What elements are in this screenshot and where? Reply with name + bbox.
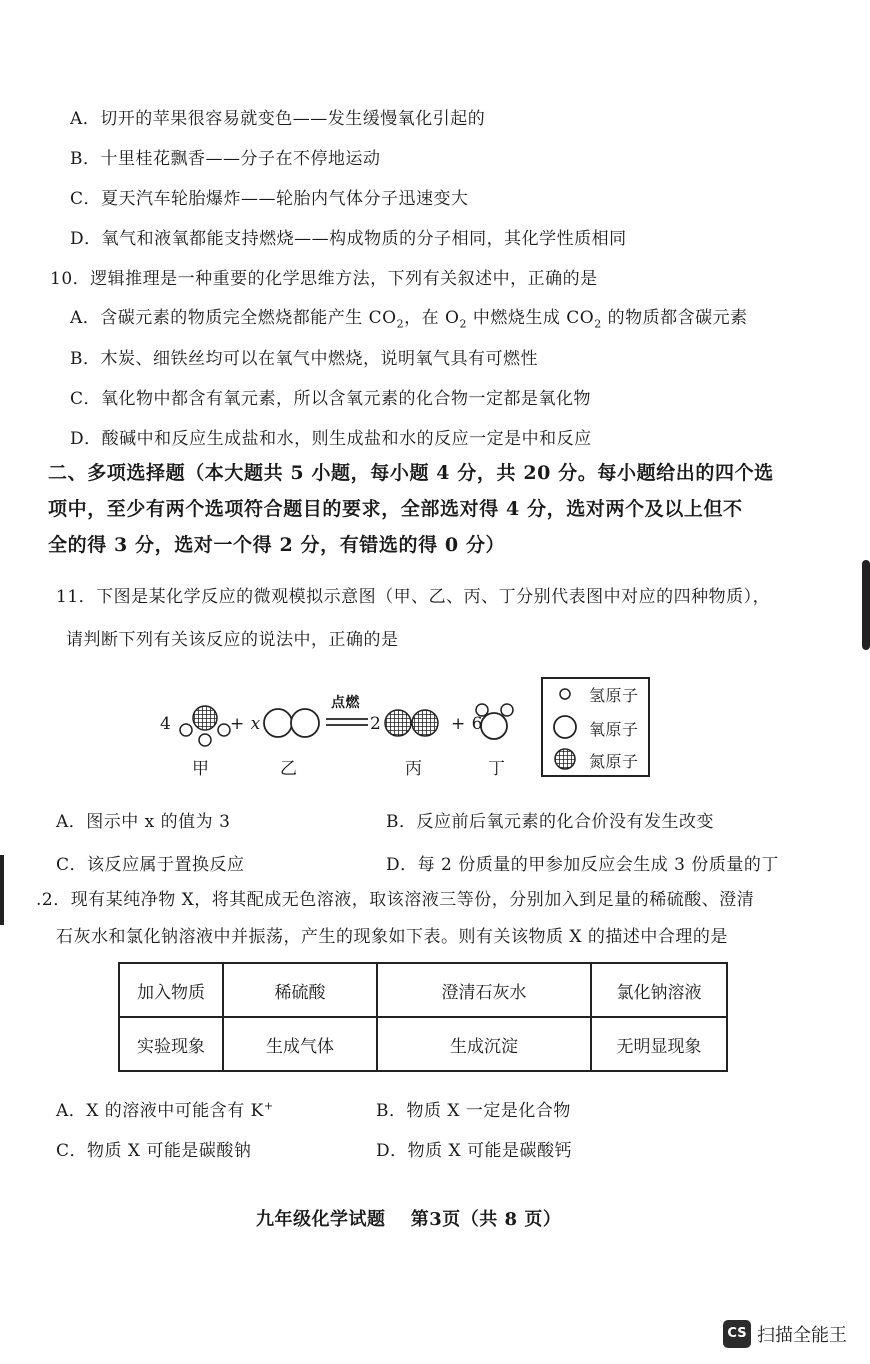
- molecule-yi-icon: [264, 709, 319, 737]
- q9-option-d: D．氧气和液氧都能支持燃烧——构成物质的分子相同，其化学性质相同: [70, 229, 627, 249]
- q9-option-c: C．夏天汽车轮胎爆炸——轮胎内气体分子迅速变大: [70, 189, 469, 209]
- q10-stem: 10．逻辑推理是一种重要的化学思维方法，下列有关叙述中，正确的是: [50, 269, 598, 289]
- table-cell: 生成沉淀: [377, 1017, 591, 1071]
- molecule-jia-icon: [180, 706, 230, 746]
- label-yi: 乙: [280, 759, 298, 779]
- legend-oxygen: 氧原子: [589, 720, 639, 739]
- q12-option-a: A．X 的溶液中可能含有 K+: [56, 1099, 274, 1121]
- table-row: [119, 1017, 727, 1071]
- q11-option-c: C．该反应属于置换反应: [56, 855, 245, 875]
- coef-jia: 4: [160, 714, 172, 734]
- section2-line2: 项中，至少有两个选项符合题目的要求，全部选对得 4 分，选对两个及以上但不: [48, 498, 743, 520]
- page-footer: 九年级化学试题 第3页（共 8 页）: [256, 1209, 562, 1230]
- plus-x: + x: [230, 714, 261, 734]
- plus-6: + 6: [451, 714, 483, 734]
- molecule-bing-icon: [385, 710, 438, 736]
- q12-option-d: D．物质 X 可能是碳酸钙: [376, 1141, 573, 1161]
- coef-bing: 2: [370, 714, 382, 734]
- scan-edge-mark: [0, 855, 4, 925]
- label-bing: 丙: [405, 759, 423, 779]
- table-cell: 无明显现象: [591, 1017, 727, 1071]
- q10-option-d: D．酸碱中和反应生成盐和水，则生成盐和水的反应一定是中和反应: [70, 429, 592, 449]
- legend-hydrogen: 氢原子: [589, 686, 639, 705]
- section2-line1: 二、多项选择题（本大题共 5 小题，每小题 4 分，共 20 分。每小题给出的四个选: [48, 462, 774, 484]
- label-ding: 丁: [488, 759, 506, 779]
- legend-nitrogen: 氮原子: [589, 752, 639, 771]
- hydrogen-atom-icon: [560, 689, 570, 699]
- table-cell: 氯化钠溶液: [591, 963, 727, 1017]
- q10-option-c: C．氧化物中都含有氧元素，所以含氧元素的化合物一定都是氧化物: [70, 389, 592, 409]
- q11-stem-line2: 请判断下列有关该反应的说法中，正确的是: [66, 630, 399, 650]
- table-cell: 加入物质: [119, 963, 223, 1017]
- q10-option-b: B．木炭、细铁丝均可以在氧气中燃烧，说明氧气具有可燃性: [70, 349, 538, 369]
- q12-option-b: B．物质 X 一定是化合物: [376, 1101, 571, 1121]
- q11-option-b: B．反应前后氧元素的化合价没有发生改变: [386, 812, 714, 832]
- table-row: [119, 963, 727, 1017]
- q11-option-a: A．图示中 x 的值为 3: [56, 812, 231, 832]
- diagram-legend: [541, 677, 650, 777]
- nitrogen-atom-icon: [555, 749, 575, 769]
- q12-stem-line1: .2．现有某纯净物 X，将其配成无色溶液，取该溶液三等份，分别加入到足量的稀硫酸、澄清: [36, 890, 755, 910]
- q12-option-c: C．物质 X 可能是碳酸钠: [56, 1141, 252, 1161]
- table-cell: 澄清石灰水: [377, 963, 591, 1017]
- table-cell: 稀硫酸: [223, 963, 377, 1017]
- q11-stem-line1: 11．下图是某化学反应的微观模拟示意图（甲、乙、丙、丁分别代表图中对应的四种物质），: [56, 587, 771, 607]
- section2-line3: 全的得 3 分，选对一个得 2 分，有错选的得 0 分）: [48, 534, 506, 556]
- camscanner-watermark: 扫描全能王: [757, 1325, 847, 1346]
- oxygen-atom-icon: [554, 716, 576, 738]
- q11-option-d: D．每 2 份质量的甲参加反应会生成 3 份质量的丁: [386, 855, 779, 875]
- scan-edge-mark: [862, 560, 870, 650]
- camscanner-logo-icon: CS: [723, 1320, 751, 1348]
- table-cell: 生成气体: [223, 1017, 377, 1071]
- q9-option-b: B．十里桂花飘香——分子在不停地运动: [70, 149, 381, 169]
- reaction-condition: 点燃: [331, 695, 360, 711]
- q12-stem-line2: 石灰水和氯化钠溶液中并振荡，产生的现象如下表。则有关该物质 X 的描述中合理的是: [56, 927, 728, 947]
- table-cell: 实验现象: [119, 1017, 223, 1071]
- label-jia: 甲: [192, 759, 210, 779]
- experiment-table: [118, 962, 728, 1072]
- q9-option-a: A．切开的苹果很容易就变色——发生缓慢氧化引起的: [70, 109, 486, 129]
- q10-option-a: A．含碳元素的物质完全燃烧都能产生 $CO_2$，在 $O_2$ 中燃烧生成 $CO_2$ 的物质都含碳元素: [70, 308, 748, 331]
